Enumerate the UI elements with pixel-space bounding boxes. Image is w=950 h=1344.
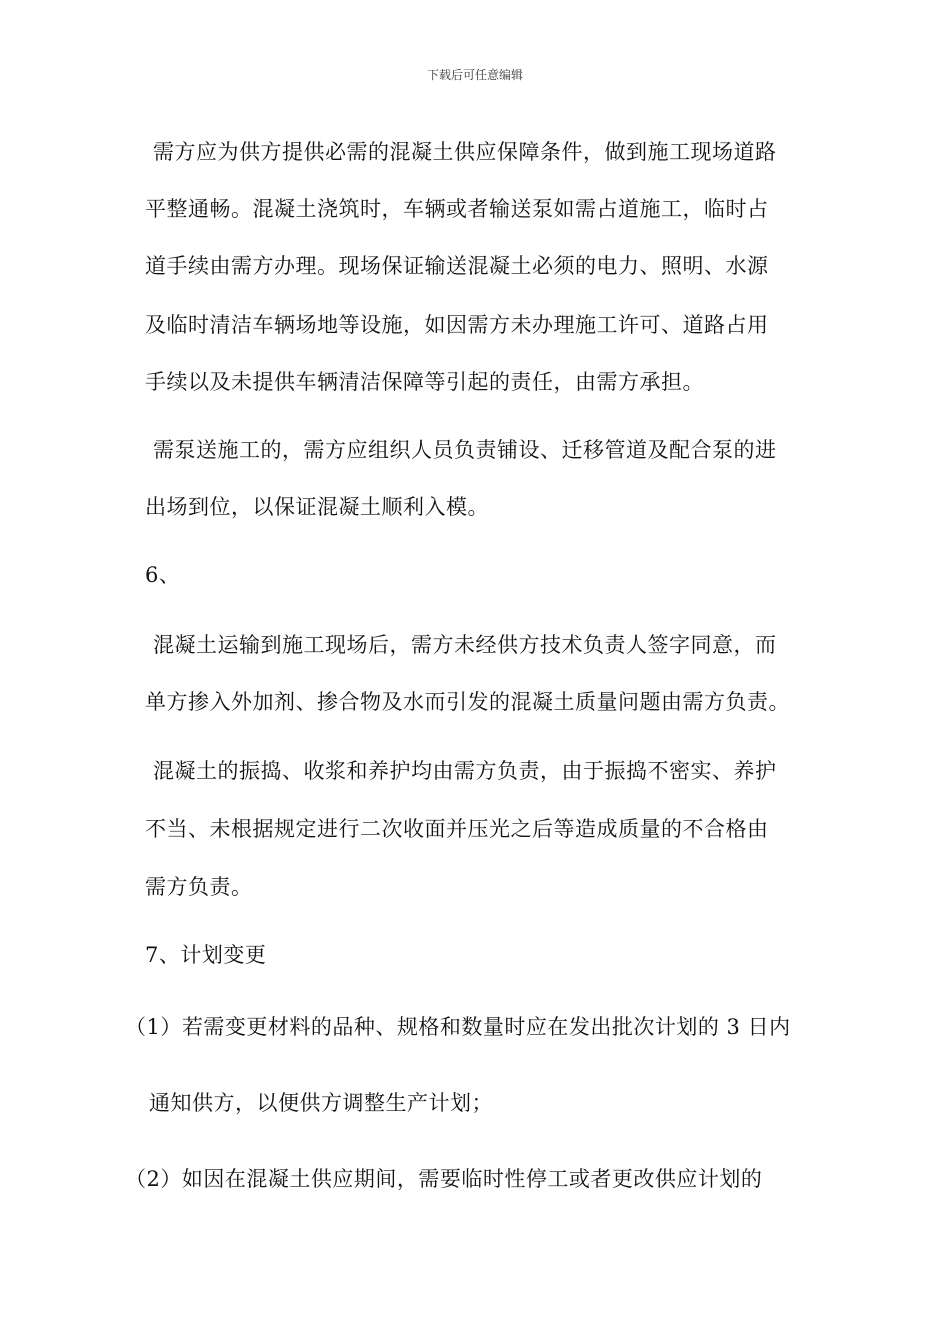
- list-item-line: （2）如因在混凝土供应期间，需要临时性停工或者更改供应计划的: [125, 1167, 763, 1191]
- page-header: 下载后可任意编辑: [426, 68, 523, 82]
- paragraph-line: 不当、未根据规定进行二次收面并压光之后等造成质量的不合格由: [145, 817, 769, 841]
- section-number: 6、: [145, 563, 181, 587]
- paragraph-line: 需方负责。: [145, 875, 253, 899]
- paragraph-line: 及临时清洁车辆场地等设施，如因需方未办理施工许可、道路占用: [145, 313, 769, 337]
- paragraph-line: 出场到位，以保证混凝土顺利入模。: [145, 495, 489, 519]
- paragraph-line: 需泵送施工的，需方应组织人员负责铺设、迁移管道及配合泵的进: [153, 438, 777, 462]
- paragraph-line: 手续以及未提供车辆清洁保障等引起的责任，由需方承担。: [145, 370, 704, 394]
- section-heading: 7、计划变更: [145, 943, 267, 967]
- paragraph-line: 需方应为供方提供必需的混凝土供应保障条件，做到施工现场道路: [153, 140, 777, 164]
- list-item-line: （1）若需变更材料的品种、规格和数量时应在发出批次计划的 3 日内: [125, 1015, 791, 1039]
- paragraph-line: 道手续由需方办理。现场保证输送混凝土必须的电力、照明、水源: [145, 254, 769, 278]
- list-item-line: 通知供方，以便供方调整生产计划；: [149, 1091, 493, 1115]
- paragraph-line: 混凝土运输到施工现场后，需方未经供方技术负责人签字同意，而: [153, 633, 777, 657]
- paragraph-line: 平整通畅。混凝土浇筑时，车辆或者输送泵如需占道施工，临时占: [145, 197, 769, 221]
- paragraph-line: 混凝土的振捣、收浆和养护均由需方负责，由于振捣不密实、养护: [153, 759, 777, 783]
- paragraph-line: 单方掺入外加剂、掺合物及水而引发的混凝土质量问题由需方负责。: [145, 690, 790, 714]
